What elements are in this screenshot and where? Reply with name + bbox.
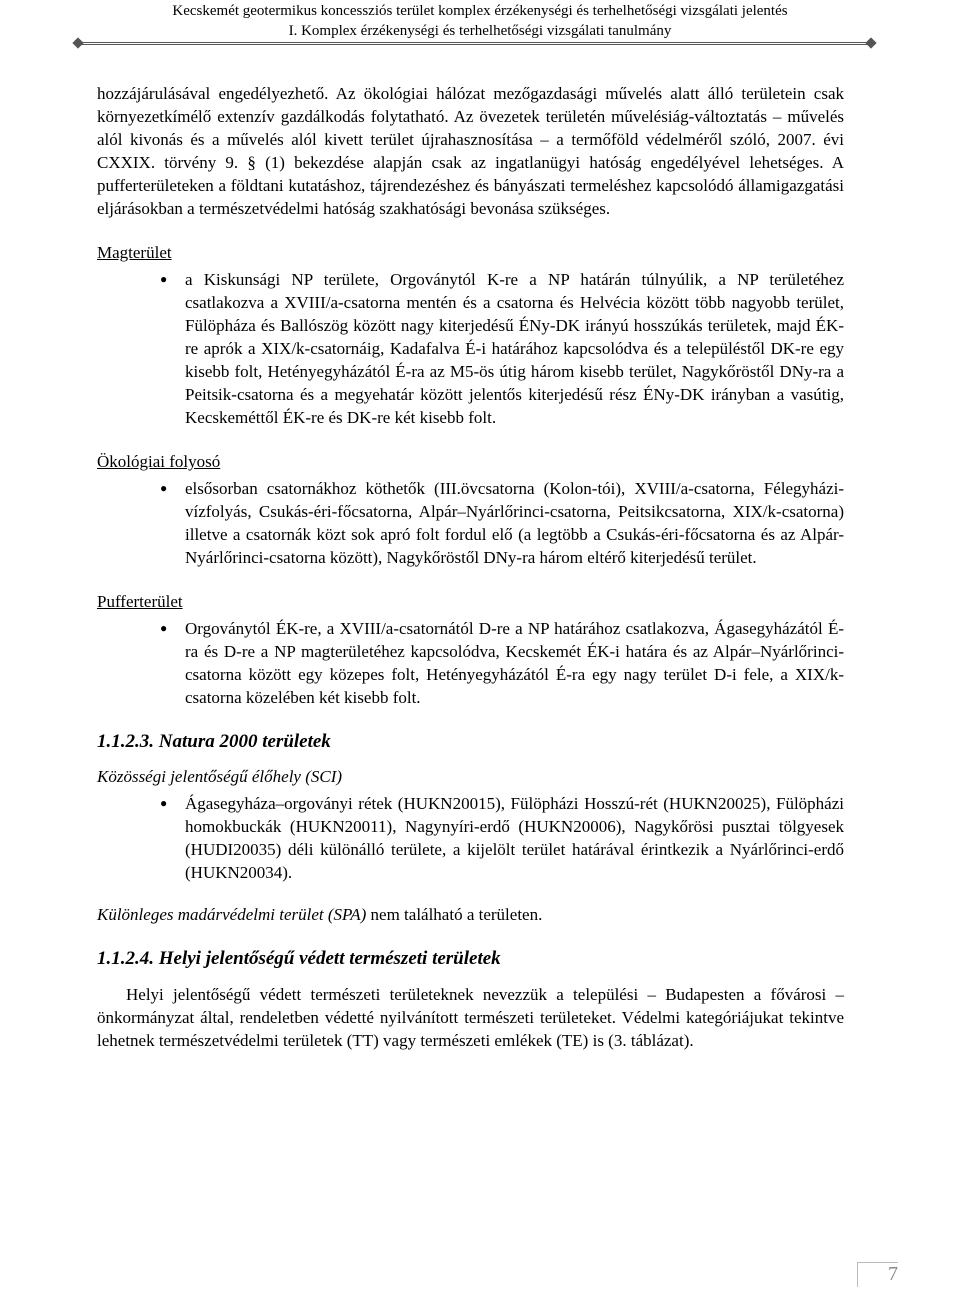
header-title-line1: Kecskemét geotermikus koncessziós terület komplex érzékenységi és terhelhetőségi vizsgálati jelentés <box>172 3 788 19</box>
helyi-heading: 1.1.2.4. Helyi jelentőségű védett természeti területek <box>97 948 501 969</box>
okologiai-list <box>97 477 844 569</box>
pufferterulet-label: Pufferterület <box>97 592 183 611</box>
natura-heading: 1.1.2.3. Natura 2000 területek <box>97 731 331 752</box>
spa-sentence <box>97 903 844 926</box>
magterulet-list <box>97 268 844 429</box>
list-item: ● a Kiskunsági NP területe, Orgoványtól K-re a NP határán túlnyúlik, a NP területéhez csatlakozva a XVIII/a-csatorna mentén és a csatorna és Helvécia között több nagyobb terület, Fülöpháza és Ballószög között nagy kiterjedésű ÉNy-DK irányú hosszúkás területek, majd ÉK-re aprók a XIX/k-csatornáig, Kadafalva É-i határához kapcsolódva és a településtől DK-re egy kisebb folt, Hetényegyházától É-ra az M5-ös útig három kisebb terület, Nagykőröstől DNy-ra a Peitsik-csatorna és a megyehatár között jelentős kiterjedésű rész ÉNy-DK irányban a vasútig, Kecskeméttől ÉK-re és DK-re két kisebb folt. <box>97 268 844 429</box>
page-number: 7 <box>857 1262 898 1287</box>
header-rule <box>78 42 872 45</box>
header-title-line2: I. Komplex érzékenységi és terhelhetőségi vizsgálati tanulmány <box>288 23 672 39</box>
list-item: ● Ágasegyháza–orgoványi rétek (HUKN20015), Fülöpházi Hosszú-rét (HUKN20025), Fülöpházi homokbuckák (HUKN20011), Nagynyíri-erdő (HUKN20006), Nagykőrösi pusztai tölgyesek (HUDI20035) déli különálló területe, a kijelölt terület határával érintkezik a Nyárlőrinci-erdő (HUKN20034). <box>97 792 844 884</box>
magterulet-label: Magterület <box>97 243 172 262</box>
helyi-paragraph: Helyi jelentőségű védett természeti területeknek nevezzük a települési – Budapesten a fővárosi – önkormányzat által, rendeletben védetté nyilvánított természeti területeket. Védelmi kategóriájukat tekintve lehetnek természetvédelmi területek (TT) vagy természeti emlékek (TE) is (3. táblázat). <box>97 985 844 1050</box>
spa-label: Különleges madárvédelmi terület (SPA) <box>97 905 367 924</box>
page-header <box>0 0 960 41</box>
document-body <box>97 82 844 1052</box>
spa-rest: nem található a területen. <box>366 905 543 924</box>
list-item: ● Orgoványtól ÉK-re, a XVIII/a-csatornától D-re a NP határához csatlakozva, Ágasegyházától É-ra és D-re a NP magterületéhez kapcsolódva, Kecskemét ÉK-i határa és az Alpár–Nyárlőrinci-csatorna között egy közepes folt, Hetényegyházától É-ra egy nagy terület D-i fele, a XIX/k-csatorna közelében két kisebb folt. <box>97 617 844 709</box>
sci-list <box>97 792 844 884</box>
puffer-list <box>97 617 844 709</box>
list-item: ● elsősorban csatornákhoz köthetők (III.övcsatorna (Kolon-tói), XVIII/a-csatorna, Félegyházi-vízfolyás, Csukás-éri-főcsatorna, Alpár–Nyárlőrinci-csatorna, Peitsikcsatorna, XIX/k-csatorna) illetve a csatornák közt sok apró folt fordul elő (a legtöbb a Csukás-éri-főcsatorna és az Alpár-Nyárlőrinci-csatorna között), Nagykőröstől DNy-ra három eltérő kiterjedésű terület. <box>97 477 844 569</box>
intro-paragraph: hozzájárulásával engedélyezhető. Az ökológiai hálózat mezőgazdasági művelés alatt álló területein csak környezetkímélő extenzív gazdálkodás folytatható. Az övezetek területén művelésiág-változtatás – művelés alól kivonás és a művelés alól kivett terület újrahasznosítása – a termőföld védelméről szóló, 2007. évi CXXIX. törvény 9. § (1) bekezdése alapján csak az ingatlanügyi hatóság engedélyével lehetséges. A pufferterületeken a földtani kutatáshoz, tájrendezéshez és bányászati termeléshez kapcsolódó államigazgatási eljárásokban a természetvédelmi hatóság szakhatósági bevonása szükséges. <box>97 84 844 218</box>
okologiai-folyoso-label: Ökológiai folyosó <box>97 452 221 471</box>
sci-label: Közösségi jelentőségű élőhely (SCI) <box>97 767 343 786</box>
